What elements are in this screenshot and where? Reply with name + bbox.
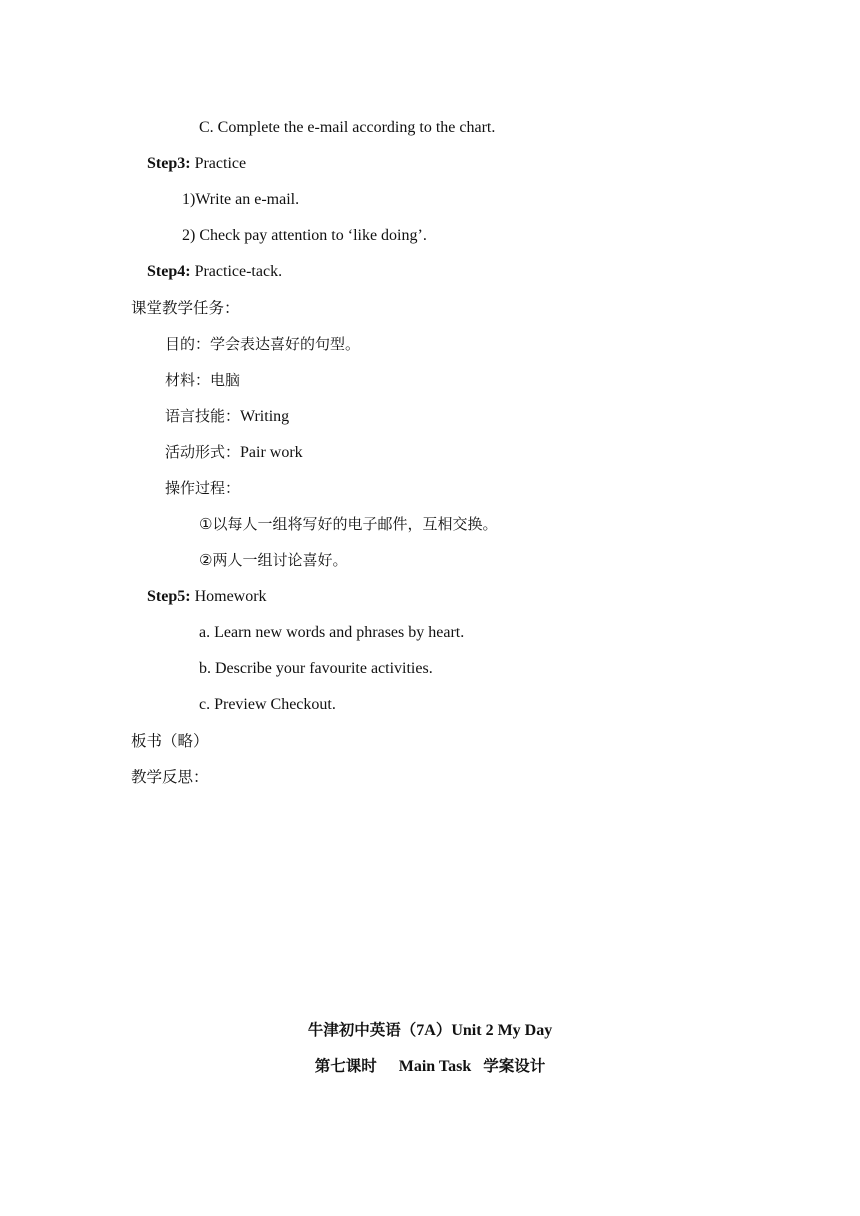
- task-skill-label: 语言技能：: [165, 407, 241, 425]
- footer-subtitle-design: 学案设计: [483, 1057, 546, 1075]
- step3-item-2: 2) Check pay attention to ‘like doing’.: [182, 227, 427, 244]
- step4-line: [147, 262, 282, 282]
- task-form-value: Pair work: [240, 444, 303, 461]
- task-process-step-1: ①以每人一组将写好的电子邮件，互相交换。: [199, 515, 498, 533]
- homework-item-b: b. Describe your favourite activities.: [199, 660, 433, 677]
- task-material: 材料：电脑: [165, 371, 241, 389]
- task-skill: [165, 406, 289, 427]
- step3-label: Step3:: [147, 155, 191, 172]
- step5-label: Step5:: [147, 588, 191, 605]
- homework-item-c: c. Preview Checkout.: [199, 696, 336, 713]
- homework-item-a: a. Learn new words and phrases by heart.: [199, 624, 465, 641]
- footer-subtitle-task: Main Task: [398, 1058, 472, 1075]
- footer-title-grade: 7A: [416, 1022, 436, 1039]
- step3-item-1: 1)Write an e-mail.: [182, 191, 300, 208]
- footer-title: [0, 1020, 860, 1041]
- step4-text: Practice-tack.: [190, 263, 283, 280]
- step4-label: Step4:: [147, 263, 191, 280]
- step3-text: Practice: [190, 155, 247, 172]
- footer-title-cn: 牛津初中英语（: [307, 1021, 417, 1039]
- step3-line: [147, 154, 246, 174]
- task-process-step-2: ②两人一组讨论喜好。: [199, 551, 348, 569]
- task-skill-value: Writing: [240, 408, 290, 425]
- task-heading: 课堂教学任务：: [131, 299, 240, 317]
- task-form: [165, 442, 303, 463]
- footer-title-unit: Unit 2 My Day: [451, 1022, 553, 1039]
- reflection-heading: 教学反思：: [131, 768, 209, 786]
- step5-text: Homework: [190, 588, 267, 605]
- board-heading: 板书（略）: [131, 732, 209, 750]
- task-goal: 目的：学会表达喜好的句型。: [165, 335, 361, 353]
- task-form-label: 活动形式：: [165, 443, 241, 461]
- task-process-heading: 操作过程：: [165, 479, 241, 497]
- step5-line: [147, 587, 267, 607]
- footer-title-close: ）: [435, 1021, 452, 1039]
- step2-item-c: C. Complete the e-mail according to the chart.: [199, 119, 496, 136]
- footer-subtitle-period: 第七课时: [314, 1057, 377, 1075]
- footer-subtitle: [0, 1056, 860, 1077]
